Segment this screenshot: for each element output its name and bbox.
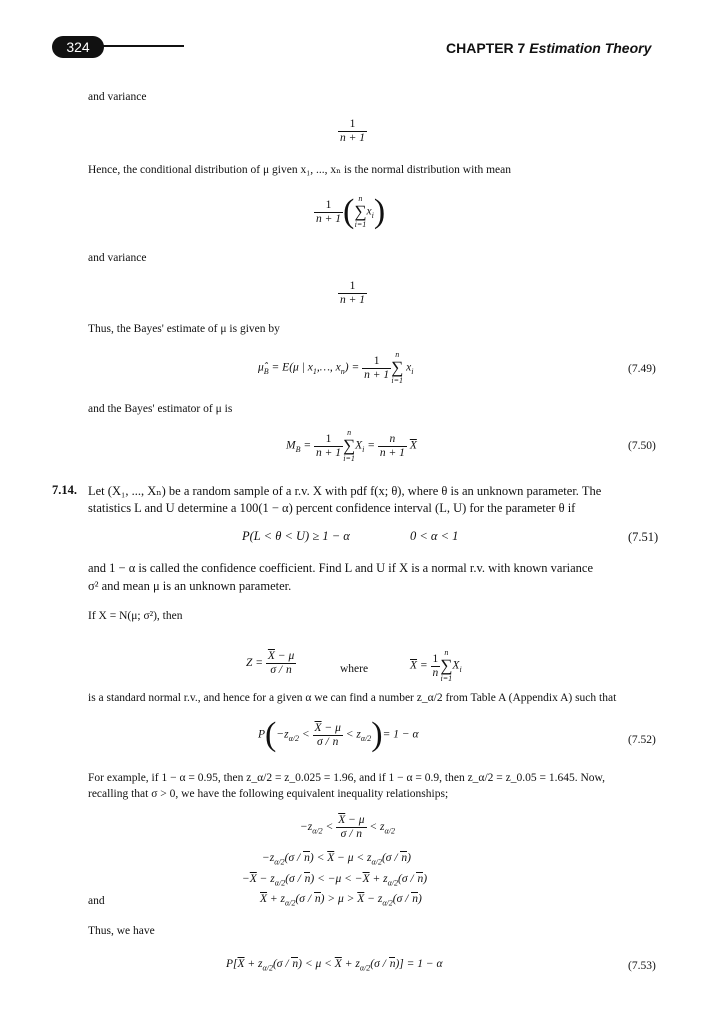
text-and-variance-2: and variance xyxy=(88,252,147,264)
text-bayes-estimator: and the Bayes' estimator of μ is xyxy=(88,403,233,415)
text-for-example-1: For example, if 1 − α = 0.95, then z_α/2 = z_0.025 = 1.96, and if 1 − α = 0.9, then z_α/2 = z_0.05 = 1.645. Now, xyxy=(88,772,605,784)
page-number: 324 xyxy=(66,39,90,55)
text-where: where xyxy=(340,663,369,675)
text-hence: Hence, the conditional distribution of μ given x₁, ..., xₙ is the normal distribution with mean xyxy=(88,164,512,176)
equation-label-7-52: (7.52) xyxy=(628,734,656,746)
text-and: and xyxy=(88,895,105,907)
equation-label-7-50: (7.50) xyxy=(628,440,656,452)
problem-number: 7.14. xyxy=(52,483,77,497)
equation-7-51-left: P(L < θ < U) ≥ 1 − α xyxy=(242,529,350,543)
equation-7-53: $P[\overline{X} + z_{\alpha/2}(\sigma / n) < \mu < \overline{X} + z_{\alpha/2}(\sigma / n)] = 1 - \alpha$ xyxy=(226,958,443,973)
chapter-label: CHAPTER 7 xyxy=(446,40,526,56)
text-and-variance-1: and variance xyxy=(88,91,147,103)
inequality-3: $-\overline{X} - z_{\alpha/2}(\sigma / n) < -\mu < -\overline{X} + z_{\alpha/2}(\sigma / n)$ xyxy=(242,873,428,888)
text-for-example-2: recalling that σ > 0, we have the following equivalent inequality relationships; xyxy=(88,788,449,800)
equation-label-7-51: (7.51) xyxy=(628,530,659,544)
equation-mean: $\frac{1}{n + 1}$ ( n ∑ i=1 $x_i$) xyxy=(316,193,386,230)
inequality-2: $-z_{\alpha/2}(\sigma / n) < \overline{X} - \mu < z_{\alpha/2}(\sigma / n)$ xyxy=(262,852,411,867)
text-if-x: If X = N(μ; σ²), then xyxy=(88,610,183,622)
text-standard-normal: is a standard normal r.v., and hence for a given α we can find a number z_α/2 from Table A (Appendix A) such that xyxy=(88,692,617,704)
text-thus-bayes-estimate: Thus, the Bayes' estimate of μ is given by xyxy=(88,323,280,335)
equation-7-52: $P(-z_{\alpha/2}$ < $\frac{\overline{X} - \mu}{\sigma / n}$ < $z_{\alpha/2})= 1 - \alpha$ xyxy=(258,716,419,753)
problem-line-2: statistics L and U determine a 100(1 − α) percent confidence interval (L, U) for the parameter θ if xyxy=(88,501,576,515)
equation-variance-1: $\frac{1}{n + 1}$ xyxy=(340,118,366,144)
page-number-badge xyxy=(52,36,104,58)
equation-xbar-definition: $\overline{X}$ = $\frac{1}{n}$ n ∑ i=1 $X_i$ xyxy=(410,648,462,683)
inequality-1: $-z_{\alpha/2}$ < $\frac{\overline{X} - \mu}{\sigma / n}$ < $z_{\alpha/2}$ xyxy=(300,814,395,840)
problem-line-4: σ² and mean μ is an unknown parameter. xyxy=(88,579,292,593)
equation-7-49: $\mû_B = E(\mu$ | $x_1,\dots$, $x_n$) = $\frac{1}{n + 1}$ n ∑ i=1 $x_i$ xyxy=(258,350,414,385)
text-thus-we-have: Thus, we have xyxy=(88,925,155,937)
equation-z-definition: Z = $\frac{\overline{X} - \mu}{\sigma / n}$ xyxy=(246,650,295,676)
equation-label-7-53: (7.53) xyxy=(628,960,656,972)
equation-7-51-right: 0 < α < 1 xyxy=(410,529,459,543)
inequality-4: $\overline{X} + z_{\alpha/2}(\sigma / n) > \mu > \overline{X} - z_{\alpha/2}(\sigma / n)$ xyxy=(260,893,422,908)
problem-line-3: and 1 − α is called the confidence coefficient. Find L and U if X is a normal r.v. with known variance xyxy=(88,561,593,575)
equation-label-7-49: (7.49) xyxy=(628,363,656,375)
equation-variance-2: $\frac{1}{n + 1}$ xyxy=(340,280,366,306)
header-rule xyxy=(100,45,184,47)
chapter-title: Estimation Theory xyxy=(529,40,652,56)
chapter-heading xyxy=(446,40,651,56)
problem-line-1: Let (X₁, ..., Xₙ) be a random sample of a r.v. X with pdf f(x; θ), where θ is an unknown parameter. The xyxy=(88,484,602,498)
equation-7-50: $M_B$ = $\frac{1}{n + 1}$ n ∑ i=1 $X_i$ = $\frac{n}{n + 1}$ $\overline{X}$ xyxy=(286,428,417,463)
